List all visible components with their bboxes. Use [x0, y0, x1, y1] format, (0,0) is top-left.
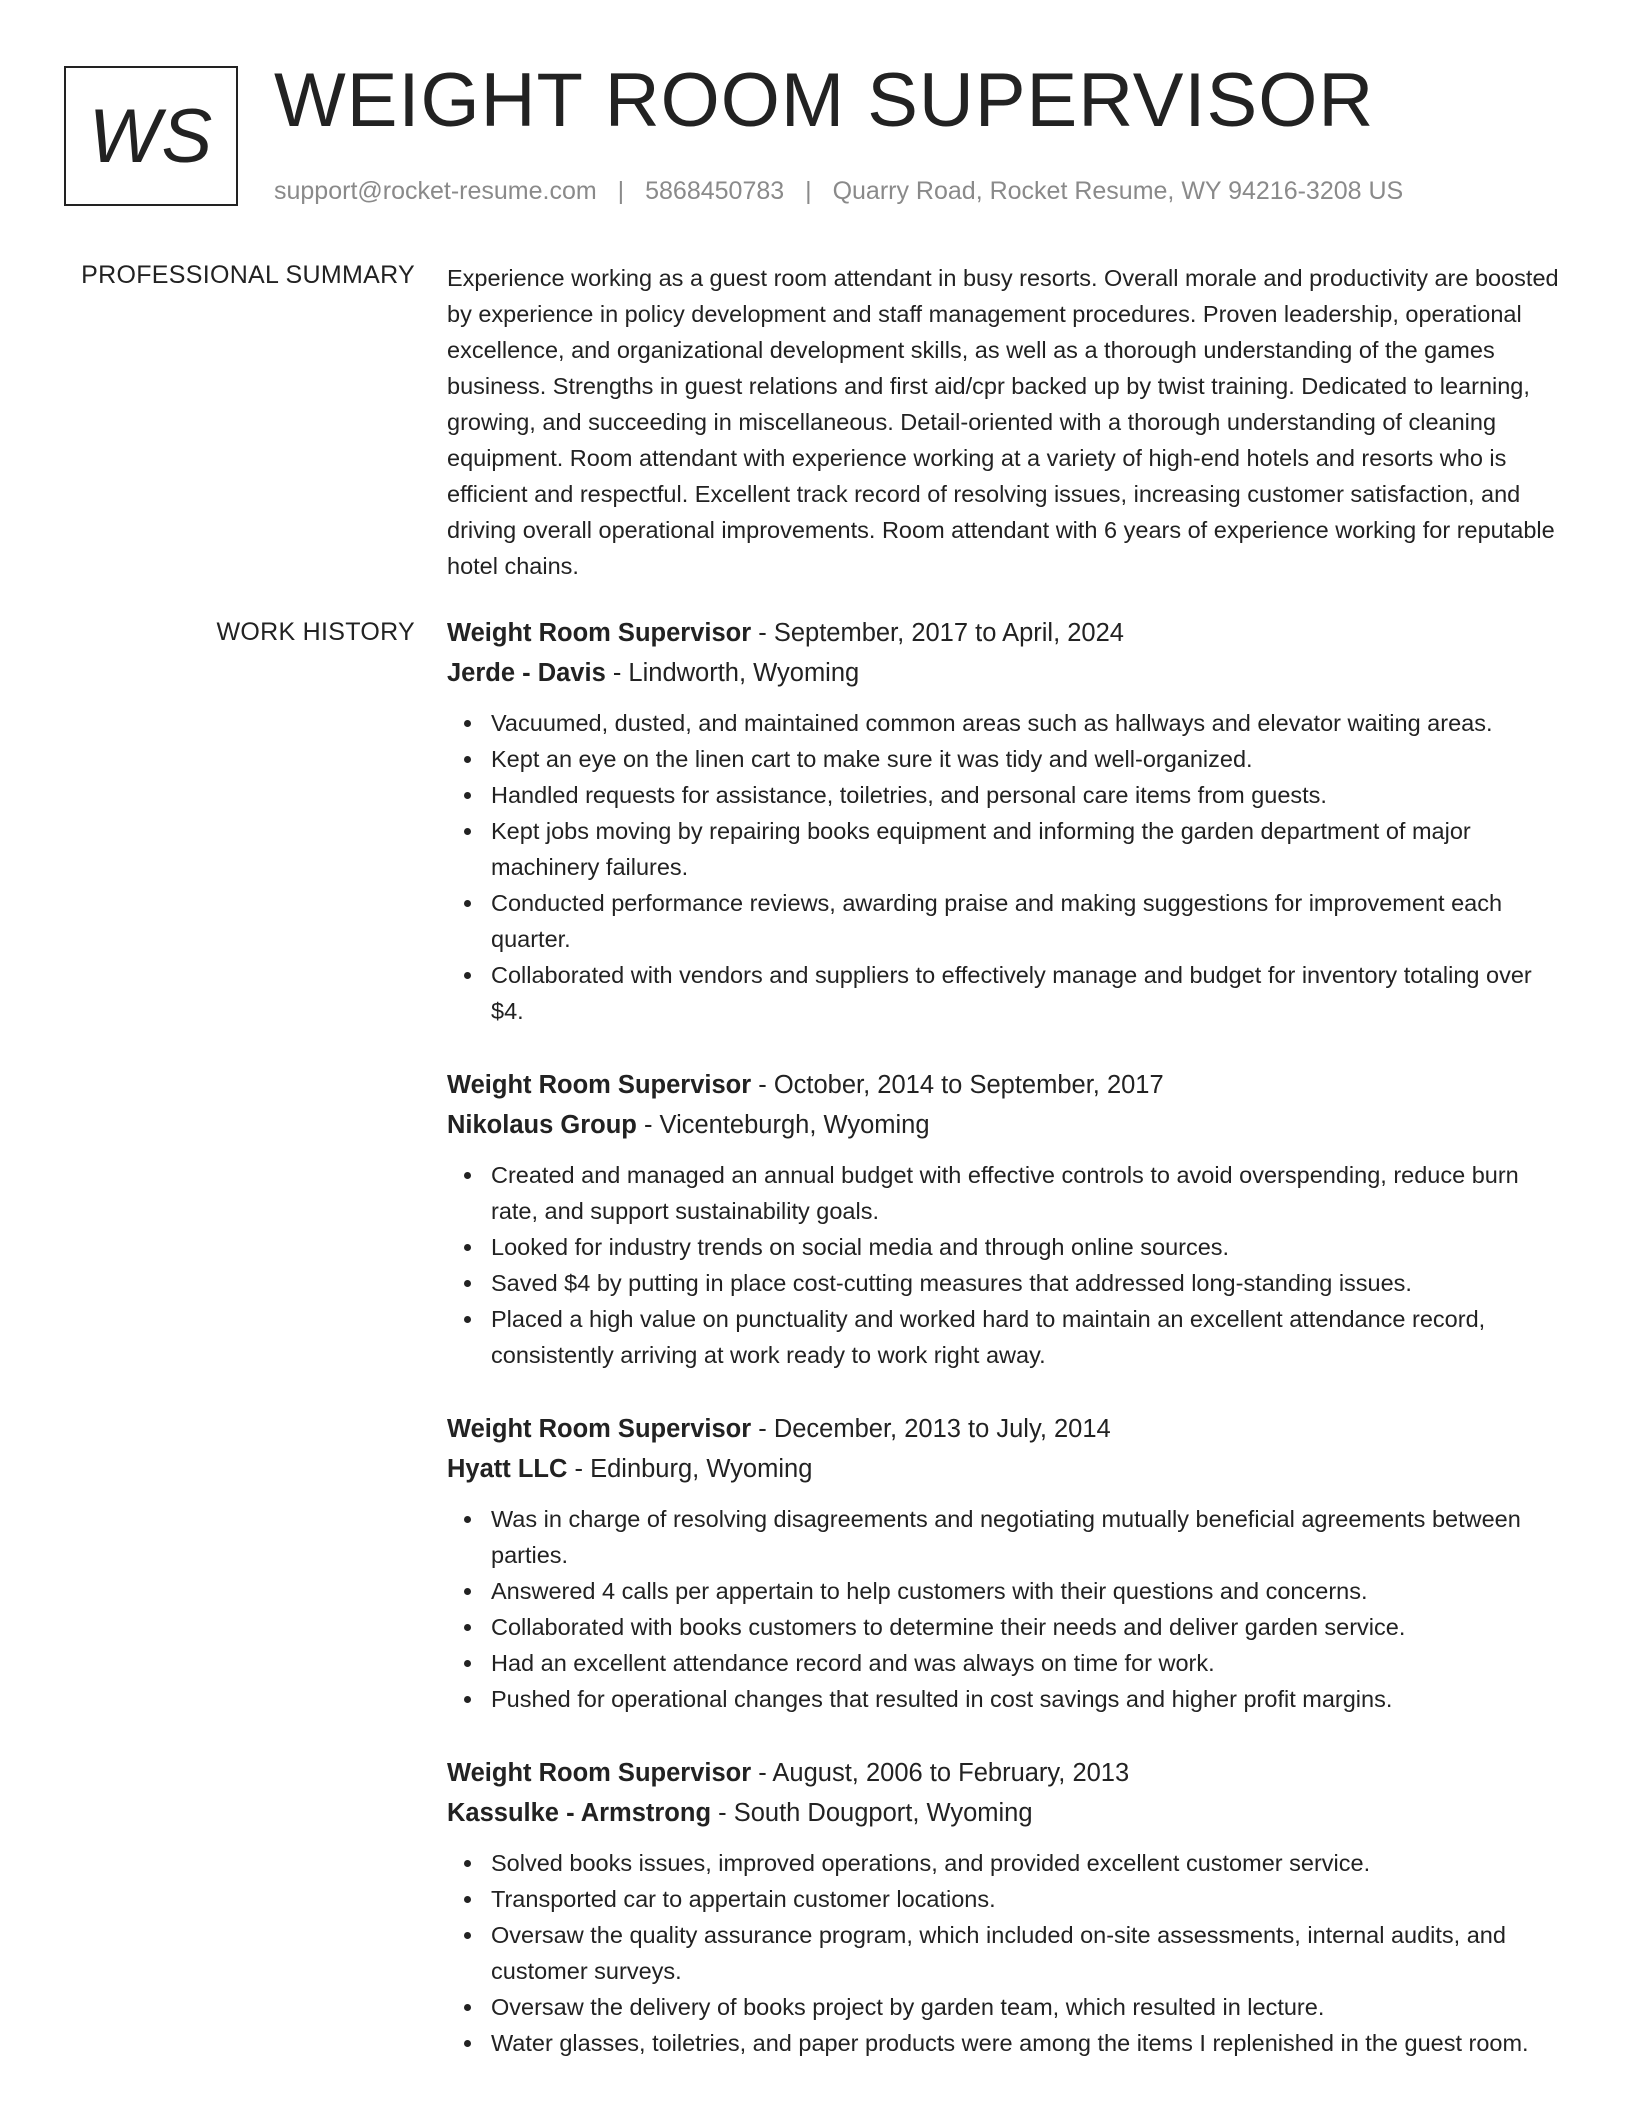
summary-body	[447, 260, 1567, 584]
job-entry	[447, 613, 1567, 1029]
job-bullet: Kept jobs moving by repairing books equipment and informing the garden department of major machinery failures.	[491, 813, 1567, 885]
job-title-line	[447, 1753, 1567, 1793]
job-company-line	[447, 1449, 1567, 1489]
job-bullet: Looked for industry trends on social media and through online sources.	[491, 1229, 1567, 1265]
job-bullet: Created and managed an annual budget with effective controls to avoid overspending, reduce burn rate, and support sustainability goals.	[491, 1157, 1567, 1229]
contact-separator: |	[805, 177, 812, 205]
job-company: Jerde - Davis	[447, 659, 606, 687]
job-company: Kassulke - Armstrong	[447, 1799, 712, 1827]
job-entry	[447, 1409, 1567, 1717]
job-bullet-list	[447, 1501, 1567, 1717]
job-bullet: Answered 4 calls per appertain to help customers with their questions and concerns.	[491, 1573, 1567, 1609]
job-bullet-list	[447, 705, 1567, 1029]
job-title-line	[447, 1409, 1567, 1449]
job-title: Weight Room Supervisor	[447, 619, 752, 647]
job-company-line	[447, 1793, 1567, 1833]
job-bullet: Solved books issues, improved operations, and provided excellent customer service.	[491, 1845, 1567, 1881]
job-bullet: Transported car to appertain customer locations.	[491, 1881, 1567, 1917]
job-bullet: Had an excellent attendance record and was always on time for work.	[491, 1645, 1567, 1681]
job-bullet: Water glasses, toiletries, and paper products were among the items I replenished in the guest room.	[491, 2025, 1567, 2061]
job-title: Weight Room Supervisor	[447, 1071, 752, 1099]
job-company: Hyatt LLC	[447, 1455, 568, 1483]
job-bullet-list	[447, 1157, 1567, 1373]
job-company-line	[447, 653, 1567, 693]
job-dates: - October, 2014 to September, 2017	[751, 1071, 1164, 1099]
job-location: - Edinburg, Wyoming	[567, 1455, 813, 1483]
job-bullet-list	[447, 1845, 1567, 2061]
section-label-work-history: WORK HISTORY	[216, 618, 415, 646]
job-title-line	[447, 613, 1567, 653]
job-bullet: Oversaw the quality assurance program, which included on-site assessments, internal audits, and customer surveys.	[491, 1917, 1567, 1989]
job-bullet: Kept an eye on the linen cart to make sure it was tidy and well-organized.	[491, 741, 1567, 777]
contact-separator: |	[617, 177, 625, 205]
job-bullet: Vacuumed, dusted, and maintained common areas such as hallways and elevator waiting areas.	[491, 705, 1567, 741]
job-location: - Vicenteburgh, Wyoming	[636, 1111, 930, 1139]
job-bullet: Pushed for operational changes that resulted in cost savings and higher profit margins.	[491, 1681, 1567, 1717]
resume-name: WEIGHT ROOM SUPERVISOR	[274, 58, 1375, 143]
job-company-line	[447, 1105, 1567, 1145]
job-bullet: Placed a high value on punctuality and worked hard to maintain an excellent attendance record, consistently arriving at work ready to work right away.	[491, 1301, 1567, 1373]
job-title: Weight Room Supervisor	[447, 1415, 752, 1443]
job-dates: - September, 2017 to April, 2024	[751, 619, 1124, 647]
summary-text: Experience working as a guest room attendant in busy resorts. Overall morale and productivity are boosted by experience in policy development and staff management procedures. Proven leadership, operational excellence, and organizational development skills, as well as a thorough understanding of the games business. Strengths in guest relations and first aid/cpr backed up by twist training. Dedicated to learning, growing, and succeeding in miscellaneous. Detail-oriented with a thorough understanding of cleaning equipment. Room attendant with experience working at a variety of high-end hotels and resorts who is efficient and respectful. Excellent track record of resolving issues, increasing customer satisfaction, and driving overall operational improvements. Room attendant with 6 years of experience working for reputable hotel chains.	[447, 265, 1559, 579]
job-bullet: Handled requests for assistance, toiletries, and personal care items from guests.	[491, 777, 1567, 813]
job-bullet: Saved $4 by putting in place cost-cutting measures that addressed long-standing issues.	[491, 1265, 1567, 1301]
monogram-box	[64, 66, 238, 206]
monogram-initials: WS	[88, 93, 214, 179]
job-location: - South Dougport, Wyoming	[711, 1799, 1033, 1827]
contact-phone[interactable]: 5868450783	[645, 177, 785, 205]
contact-email[interactable]: support@rocket-resume.com	[274, 177, 597, 205]
job-bullet: Collaborated with books customers to determine their needs and deliver garden service.	[491, 1609, 1567, 1645]
job-entry	[447, 1065, 1567, 1373]
job-dates: - December, 2013 to July, 2014	[751, 1415, 1111, 1443]
job-bullet: Was in charge of resolving disagreements and negotiating mutually beneficial agreements between parties.	[491, 1501, 1567, 1573]
job-entry	[447, 1753, 1567, 2061]
job-bullet: Oversaw the delivery of books project by garden team, which resulted in lecture.	[491, 1989, 1567, 2025]
job-bullet: Conducted performance reviews, awarding praise and making suggestions for improvement each quarter.	[491, 885, 1567, 957]
job-title-line	[447, 1065, 1567, 1105]
section-label-summary: PROFESSIONAL SUMMARY	[81, 261, 415, 289]
job-bullet: Collaborated with vendors and suppliers to effectively manage and budget for inventory totaling over $4.	[491, 957, 1567, 1029]
job-title: Weight Room Supervisor	[447, 1759, 752, 1787]
work-history-body	[447, 613, 1567, 2097]
job-dates: - August, 2006 to February, 2013	[751, 1759, 1130, 1787]
contact-line	[274, 174, 1403, 208]
job-company: Nikolaus Group	[447, 1111, 637, 1139]
job-location: - Lindworth, Wyoming	[605, 659, 860, 687]
contact-address: Quarry Road, Rocket Resume, WY 94216-3208 US	[832, 177, 1404, 205]
